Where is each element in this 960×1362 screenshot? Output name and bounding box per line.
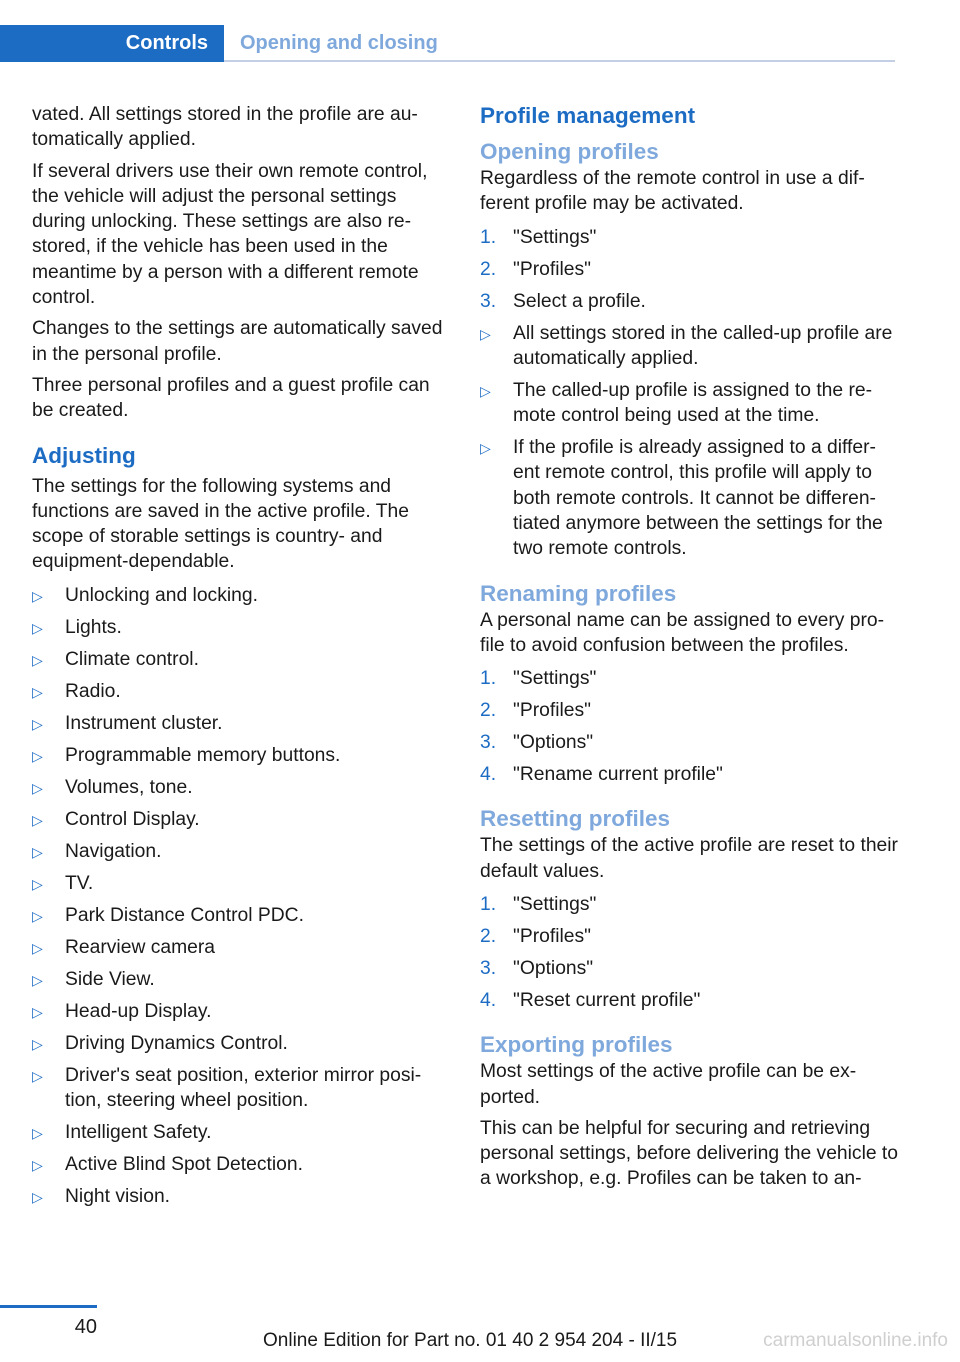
list-item: 1. "Settings" <box>480 666 900 691</box>
paragraph: vated. All settings stored in the profile are au‐tomatically applied. <box>32 104 418 151</box>
list-item: ▷ Driver's seat position, exterior mirror posi‐tion, steering wheel position. <box>32 1064 422 1111</box>
edition-text: Online Edition for Part no. 01 40 2 954 204 - II/15 <box>263 1330 678 1351</box>
step-number: 3. <box>480 290 497 312</box>
triangle-bullet-icon: ▷ <box>32 747 43 764</box>
resetting-steps <box>480 892 900 1013</box>
subsection-heading-exporting: Exporting profiles <box>480 1032 673 1058</box>
list-item: ▷ Intelligent Safety. <box>32 1120 444 1145</box>
triangle-bullet-icon: ▷ <box>32 1035 43 1052</box>
triangle-bullet-icon: ▷ <box>32 715 43 732</box>
list-item: 4. "Rename current profile" <box>480 762 900 787</box>
section-heading-adjusting: Adjusting <box>32 442 136 468</box>
list-item: 4. "Reset current profile" <box>480 988 900 1013</box>
paragraph: If several drivers use their own remote control, the vehicle will adjust the personal settings during unlocking. These settings are also re‐stored, if the vehicle has been used in the meantime by a person with a different remote control. <box>32 160 428 309</box>
triangle-bullet-icon: ▷ <box>32 619 43 636</box>
step-number: 3. <box>480 958 497 979</box>
step-number: 4. <box>480 764 497 786</box>
settings-list <box>32 583 444 1209</box>
step-number: 1. <box>480 894 497 916</box>
list-item: ▷ Navigation. <box>32 839 444 864</box>
triangle-bullet-icon: ▷ <box>32 1067 43 1084</box>
step-number: 3. <box>480 732 497 754</box>
step-number: 2. <box>480 258 497 280</box>
paragraph: A personal name can be assigned to every pro‐file to avoid confusion between the profiles. <box>480 609 885 656</box>
triangle-bullet-icon: ▷ <box>32 1003 43 1020</box>
list-item: ▷ Rearview camera <box>32 935 444 960</box>
list-item: ▷ Driving Dynamics Control. <box>32 1031 444 1056</box>
tab-controls[interactable]: Controls <box>0 25 224 62</box>
list-item: 2. "Profiles" <box>480 698 900 723</box>
triangle-bullet-icon: ▷ <box>32 971 43 988</box>
list-item: ▷ Night vision. <box>32 1184 444 1209</box>
paragraph: This can be helpful for securing and retrieving personal settings, before delivering the vehicle to a workshop, e.g. Profiles can be taken to an‐ <box>480 1117 899 1190</box>
list-item: ▷ Side View. <box>32 967 444 992</box>
subsection-heading-renaming: Renaming profiles <box>480 580 677 606</box>
page-number: 40 <box>74 1316 97 1338</box>
list-item: 3. Select a profile. <box>480 289 900 314</box>
step-number: 4. <box>480 989 497 1011</box>
step-number: 2. <box>480 926 497 948</box>
list-item: 2. "Profiles" <box>480 924 900 949</box>
left-column <box>32 102 444 1216</box>
triangle-bullet-icon: ▷ <box>480 382 491 399</box>
list-item: ▷ Instrument cluster. <box>32 711 444 736</box>
triangle-bullet-icon: ▷ <box>32 587 43 604</box>
step-number: 2. <box>480 700 497 722</box>
opening-profiles-section <box>480 138 900 562</box>
paragraph: Three personal profiles and a guest profile can be created. <box>32 374 430 422</box>
list-item: ▷ Radio. <box>32 679 444 704</box>
list-item: ▷ If the profile is already assigned to a differ‐ent remote control, this profile will apply to both remote controls. It cannot be differen‐tiated anymore between the settings for the two remote controls. <box>480 437 883 560</box>
list-item: 3. "Options" <box>480 730 900 755</box>
list-item: ▷ Unlocking and locking. <box>32 583 444 608</box>
triangle-bullet-icon: ▷ <box>32 939 43 956</box>
paragraph: The settings for the following systems and functions are saved in the active profile. The scope of storable settings is country- and equipment-dependable. <box>32 475 409 573</box>
list-item: 1. "Settings" <box>480 892 900 917</box>
list-item: 3. "Options" <box>480 956 900 981</box>
tab-opening-and-closing[interactable]: Opening and closing <box>240 32 438 54</box>
page-section-title: Profile management <box>480 103 696 128</box>
triangle-bullet-icon: ▷ <box>32 843 43 860</box>
paragraph: Most settings of the active profile can be ex‐ported. <box>480 1061 857 1108</box>
list-item: ▷ Park Distance Control PDC. <box>32 903 444 928</box>
exporting-profiles-section <box>480 1031 900 1191</box>
triangle-bullet-icon: ▷ <box>32 1124 43 1141</box>
triangle-bullet-icon: ▷ <box>480 325 491 342</box>
renaming-steps <box>480 666 900 787</box>
resetting-profiles-section <box>480 805 900 1013</box>
subsection-heading-opening: Opening profiles <box>480 139 659 164</box>
step-number: 1. <box>480 668 497 690</box>
list-item: ▷ Control Display. <box>32 807 444 832</box>
step-number: 1. <box>480 226 497 248</box>
subsection-heading-resetting: Resetting profiles <box>480 806 671 832</box>
footer-rule <box>0 1305 97 1308</box>
paragraph: Regardless of the remote control in use a dif‐ferent profile may be activated. <box>480 168 865 215</box>
list-item: ▷ The called-up profile is assigned to the re‐mote control being used at the time. <box>480 379 873 427</box>
adjusting-section <box>32 442 444 1210</box>
list-item: ▷ Programmable memory buttons. <box>32 743 444 768</box>
triangle-bullet-icon: ▷ <box>480 440 491 457</box>
list-item: ▷ Climate control. <box>32 647 444 672</box>
triangle-bullet-icon: ▷ <box>32 811 43 828</box>
renaming-profiles-section <box>480 580 900 788</box>
paragraph: The settings of the active profile are reset to their default values. <box>480 835 898 882</box>
watermark: carmanualsonline.info <box>763 1330 948 1351</box>
list-item: 2. "Profiles" <box>480 257 900 282</box>
list-item: 1. "Settings" <box>480 225 900 250</box>
opening-steps <box>480 225 900 562</box>
right-column <box>480 102 900 1198</box>
list-item: ▷ All settings stored in the called-up profile are automatically applied. <box>480 322 893 369</box>
list-item: ▷ Head-up Display. <box>32 999 444 1024</box>
paragraph: Changes to the settings are automatically saved in the personal profile. <box>32 318 443 365</box>
triangle-bullet-icon: ▷ <box>32 1156 43 1173</box>
triangle-bullet-icon: ▷ <box>32 907 43 924</box>
triangle-bullet-icon: ▷ <box>32 875 43 892</box>
triangle-bullet-icon: ▷ <box>32 1188 43 1205</box>
triangle-bullet-icon: ▷ <box>32 683 43 700</box>
list-item: ▷ Active Blind Spot Detection. <box>32 1152 444 1177</box>
list-item: ▷ Volumes, tone. <box>32 775 444 800</box>
list-item: ▷ TV. <box>32 871 444 896</box>
triangle-bullet-icon: ▷ <box>32 779 43 796</box>
list-item: ▷ Lights. <box>32 615 444 640</box>
triangle-bullet-icon: ▷ <box>32 651 43 668</box>
